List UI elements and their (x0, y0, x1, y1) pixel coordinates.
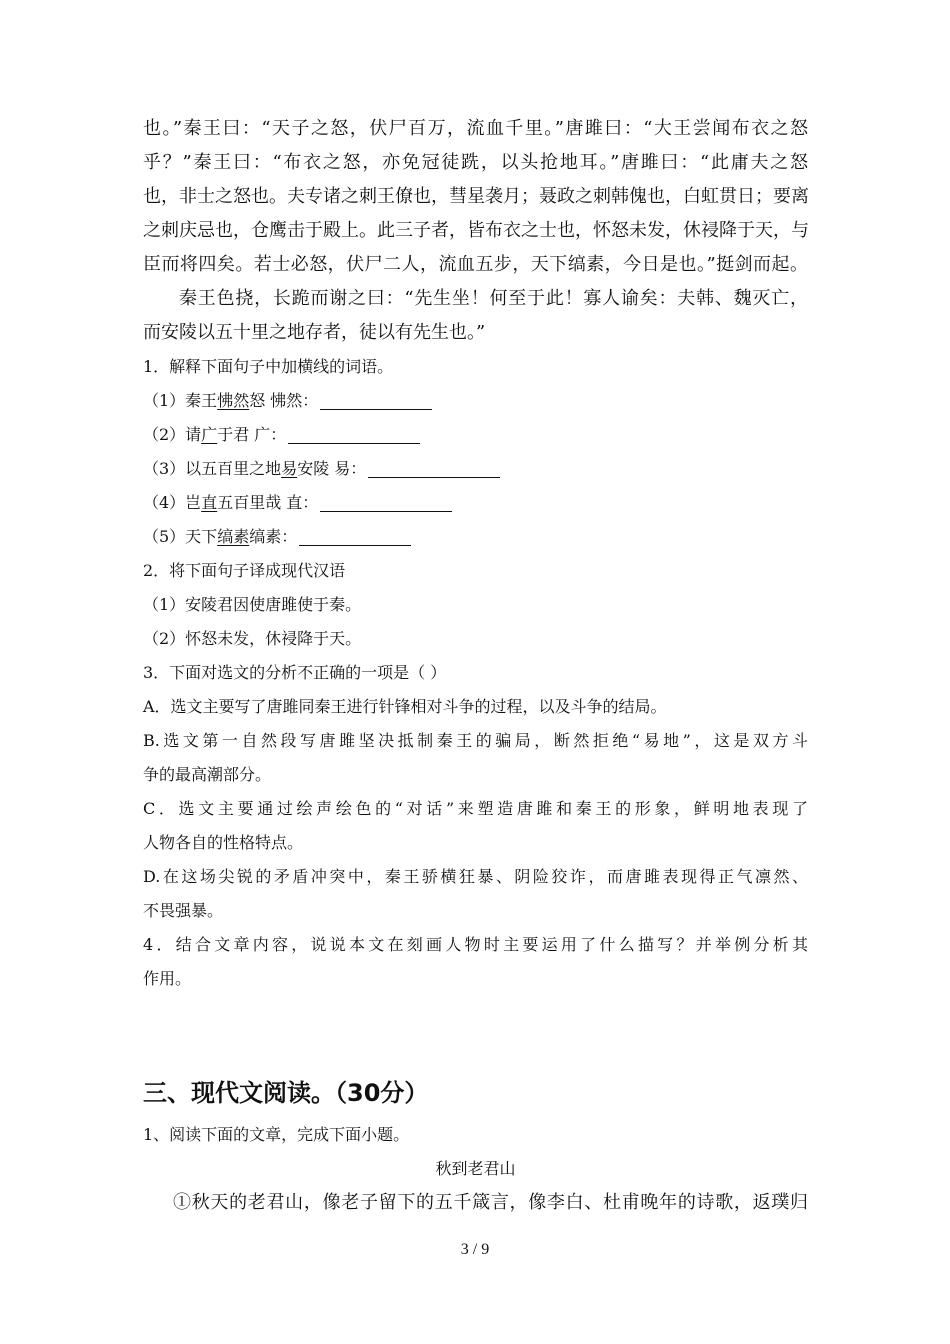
answer-blank[interactable] (320, 391, 432, 410)
section-3-content (143, 1118, 808, 1220)
article-title: 秋到老君山 (435, 1159, 516, 1178)
question-2-title: 2．将下面句子译成现代汉语 (143, 561, 346, 580)
question-3-option-a: A．选文主要写了唐雎同秦王进行针锋相对斗争的过程，以及斗争的结局。 (143, 697, 667, 716)
answer-blank[interactable] (288, 425, 420, 444)
passage-line: 也。”秦王曰：“天子之怒，伏尸百万，流血千里。”唐雎曰：“大王尝闻布衣之怒 (143, 118, 808, 139)
question-1-item (143, 520, 808, 554)
section-3-instruction: 1、阅读下面的文章，完成下面小题。 (143, 1125, 410, 1144)
question-1-item (143, 452, 808, 486)
page-number: 3 / 9 (460, 1241, 490, 1258)
answer-blank[interactable] (299, 527, 411, 546)
question-3-option-b: B.选文第一自然段写唐雎坚决抵制秦王的骗局，断然拒绝“易地”，这是双方斗 (143, 731, 808, 750)
question-3-option-d-cont: 不畏强暴。 (143, 901, 224, 920)
item-prefix: （1）秦王 (143, 391, 218, 410)
underlined-word: 缟素 (217, 527, 250, 546)
passage-line: 臣而将四矣。若士必怒，伏尸二人，流血五步，天下缟素，今日是也。”挺剑而起。 (143, 254, 808, 275)
question-3-title: 3．下面对选文的分析不正确的一项是（ ） (143, 663, 447, 682)
main-content (143, 112, 808, 996)
underlined-word: 直 (201, 493, 218, 512)
question-1-item (143, 418, 808, 452)
passage-line: 也，非士之怒也。夫专诸之刺王僚也，彗星袭月；聂政之刺韩傀也，白虹贯日；要离 (143, 186, 809, 207)
underlined-word: 易 (281, 459, 298, 478)
question-3-option-c-cont: 人物各自的性格特点。 (143, 833, 304, 852)
question-1-title: 1．解释下面句子中加横线的词语。 (143, 357, 394, 376)
question-3-option-c: C．选文主要通过绘声绘色的“对话”来塑造唐雎和秦王的形象，鲜明地表现了 (143, 799, 808, 818)
passage-para2-line2: 而安陵以五十里之地存者，徒以有先生也。” (143, 322, 486, 343)
answer-blank[interactable] (368, 459, 500, 478)
item-prefix: （3）以五百里之地 (143, 459, 282, 478)
question-1-item (143, 384, 808, 418)
item-prefix: （5）天下 (143, 527, 218, 546)
item-prefix: （2）请 (143, 425, 202, 444)
item-suffix: 于君 广： (217, 425, 287, 444)
item-suffix: 缟素： (249, 527, 298, 546)
answer-blank[interactable] (320, 493, 452, 512)
item-suffix: 安陵 易： (297, 459, 367, 478)
question-1-item (143, 486, 808, 520)
underlined-word: 怫然 (217, 391, 250, 410)
passage-line: 之刺庆忌也，仓鹰击于殿上。此三子者，皆布衣之士也，怀怒未发，休祲降于天，与 (143, 220, 809, 241)
question-4-cont: 作用。 (143, 969, 192, 988)
article-paragraph-1: ①秋天的老君山，像老子留下的五千箴言，像李白、杜甫晚年的诗歌，返璞归 (173, 1192, 808, 1213)
item-prefix: （4）岂 (143, 493, 202, 512)
passage-para2-line1: 秦王色挠，长跪而谢之曰：“先生坐！何至于此！寡人谕矣：夫韩、魏灭亡， (179, 288, 808, 309)
question-3-option-d: D.在这场尖锐的矛盾冲突中，秦王骄横狂暴、阴险狡诈，而唐雎表现得正气凛然、 (143, 867, 808, 886)
question-2-item: （2）怀怒未发，休祲降于天。 (143, 629, 362, 648)
question-3-option-b-cont: 争的最高潮部分。 (143, 765, 272, 784)
underlined-word: 广 (201, 425, 218, 444)
question-2-item: （1）安陵君因使唐雎使于秦。 (143, 595, 362, 614)
passage-line: 乎？”秦王曰：“布衣之怒，亦免冠徒跣，以头抢地耳。”唐雎曰：“此庸夫之怒 (143, 152, 808, 173)
item-suffix: 怒 怫然： (249, 391, 319, 410)
section-3-heading: 三、现代文阅读。（30分） (143, 1079, 429, 1107)
question-4: 4．结合文章内容，说说本文在刻画人物时主要运用了什么描写？并举例分析其 (143, 935, 808, 954)
item-suffix: 五百里哉 直： (217, 493, 319, 512)
